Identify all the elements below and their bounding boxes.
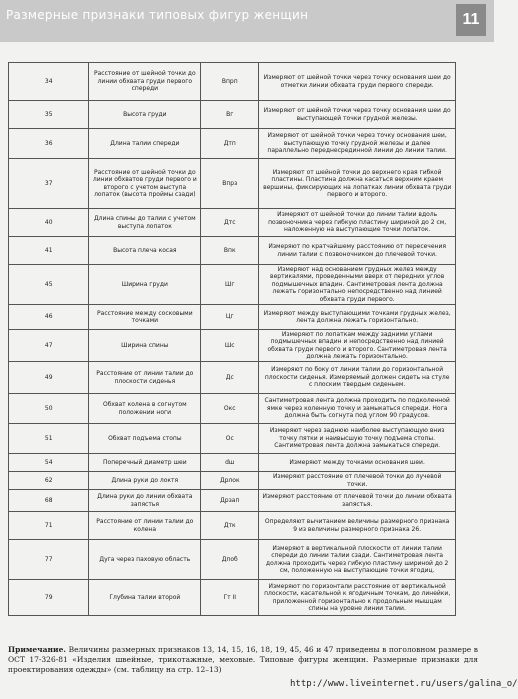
row-symbol: Впк bbox=[201, 237, 259, 265]
row-number: 35 bbox=[9, 101, 89, 129]
row-symbol: Дтс bbox=[201, 209, 259, 237]
row-symbol: Дпоб bbox=[201, 540, 259, 580]
row-number: 36 bbox=[9, 129, 89, 159]
row-description: Измеряют по горизонтали расстояние от вертикальной плоскости, касательной к ягодичным точкам, до линейки, приложенной горизонтально к продольным мышцам спины на уровне линии талии. bbox=[259, 580, 456, 616]
row-number: 34 bbox=[9, 63, 89, 101]
source-url: http://www.liveinternet.ru/users/galina_o/ bbox=[290, 679, 518, 689]
row-description: Измеряют от шейной точки через точку основания шеи до отметки линии обхвата груди первого спереди. bbox=[259, 63, 456, 101]
row-symbol: Дтп bbox=[201, 129, 259, 159]
row-description: Измеряют над основанием грудных желез между вертикалями, проведенными вверх от передних углов подмышечных впадин. Сантиметровая лента должна лежать горизонтально непосредственно над линией обхвата груди первого. bbox=[259, 265, 456, 305]
table-row bbox=[9, 490, 456, 512]
row-description: Определяют вычитанием величины размерного признака 9 из величины размерного признака 26. bbox=[259, 512, 456, 540]
table-row bbox=[9, 580, 456, 616]
row-number: 51 bbox=[9, 424, 89, 454]
row-number: 79 bbox=[9, 580, 89, 616]
row-name: Расстояние от линии талии до плоскости сиденья bbox=[89, 362, 201, 394]
row-symbol: Ос bbox=[201, 424, 259, 454]
row-number: 50 bbox=[9, 394, 89, 424]
row-description: Измеряют расстояние от плечевой точки до лучевой точки. bbox=[259, 472, 456, 490]
row-name: Длина руки до локтя bbox=[89, 472, 201, 490]
row-number: 77 bbox=[9, 540, 89, 580]
row-number: 71 bbox=[9, 512, 89, 540]
table-row bbox=[9, 394, 456, 424]
row-name: Расстояние от шейной точки до линии обхвата груди первого спереди bbox=[89, 63, 201, 101]
footnote-label: Примечание. bbox=[8, 645, 66, 654]
page-title: Размерные признаки типовых фигур женщин bbox=[6, 8, 309, 22]
row-name: Расстояние между сосковыми точками bbox=[89, 305, 201, 330]
table-row bbox=[9, 362, 456, 394]
row-number: 40 bbox=[9, 209, 89, 237]
row-symbol: Окс bbox=[201, 394, 259, 424]
row-name: Расстояние от линии талии до колена bbox=[89, 512, 201, 540]
row-name: Поперечный диаметр шеи bbox=[89, 454, 201, 472]
footnote bbox=[8, 645, 478, 675]
row-symbol: Шг bbox=[201, 265, 259, 305]
row-description: Измеряют в вертикальной плоскости от линии талии спереди до линии талии сзади. Сантиметровая лента должна проходить через гибкую пластину шириной до 2 см, положенную на выступающие точки ягодиц. bbox=[259, 540, 456, 580]
row-name: Глубина талии второй bbox=[89, 580, 201, 616]
row-description: Измеряют расстояние от плечевой точки до линии обхвата запястья. bbox=[259, 490, 456, 512]
row-description: Измеряют между выступающими точками грудных желез, лента должна лежать горизонтально. bbox=[259, 305, 456, 330]
table-row bbox=[9, 265, 456, 305]
row-symbol: Цг bbox=[201, 305, 259, 330]
footnote-text: Величины размерных признаков 13, 14, 15, 16, 18, 19, 45, 46 и 47 приведены в поголовном размере в ОСТ 17-326-81 «Изделия швейные, трикотажные, меховые. Типовые фигуры женщин. Размерные признаки для проектирования одежды» (см. таблицу на стр. 12–13) bbox=[8, 645, 478, 675]
table-row bbox=[9, 129, 456, 159]
table-row bbox=[9, 101, 456, 129]
row-description: Измеряют от шейной точки до линии талии вдоль позвоночника через гибкую пластину шириной до 2 см, наложенную на выступающие точки лопаток. bbox=[259, 209, 456, 237]
row-name: Высота плеча косая bbox=[89, 237, 201, 265]
table-row bbox=[9, 209, 456, 237]
row-symbol: dш bbox=[201, 454, 259, 472]
row-number: 54 bbox=[9, 454, 89, 472]
row-name: Длина талии спереди bbox=[89, 129, 201, 159]
row-description: Сантиметровая лента должна проходить по подколенной ямке через коленную точку и замыкаться спереди. Нога должна быть согнута под углом 90 градусов. bbox=[259, 394, 456, 424]
table-row bbox=[9, 237, 456, 265]
row-name: Ширина груди bbox=[89, 265, 201, 305]
row-name: Обхват колена в согнутом положении ноги bbox=[89, 394, 201, 424]
row-description: Измеряют между точками основания шеи. bbox=[259, 454, 456, 472]
row-symbol: Гт II bbox=[201, 580, 259, 616]
row-number: 62 bbox=[9, 472, 89, 490]
row-name: Ширина спины bbox=[89, 330, 201, 362]
table-row bbox=[9, 159, 456, 209]
row-symbol: Дрлок bbox=[201, 472, 259, 490]
table-row bbox=[9, 472, 456, 490]
table-row bbox=[9, 305, 456, 330]
table-row bbox=[9, 540, 456, 580]
row-symbol: Шс bbox=[201, 330, 259, 362]
measurements-table bbox=[8, 62, 456, 616]
table-row bbox=[9, 512, 456, 540]
row-name: Длина спины до талии с учетом выступа лопаток bbox=[89, 209, 201, 237]
page-header bbox=[0, 0, 494, 42]
table-row bbox=[9, 454, 456, 472]
row-symbol: Впрп bbox=[201, 63, 259, 101]
row-description: Измеряют по лопаткам между задними углами подмышечных впадин и непосредственно над линией обхвата груди первого и второго. Сантиметровая лента должна лежать горизонтально. bbox=[259, 330, 456, 362]
row-number: 41 bbox=[9, 237, 89, 265]
row-number: 47 bbox=[9, 330, 89, 362]
page-number: 11 bbox=[456, 4, 486, 36]
row-number: 37 bbox=[9, 159, 89, 209]
row-symbol: Вг bbox=[201, 101, 259, 129]
row-name: Длина руки до линии обхвата запястья bbox=[89, 490, 201, 512]
row-number: 45 bbox=[9, 265, 89, 305]
row-number: 46 bbox=[9, 305, 89, 330]
row-description: Измеряют через заднюю наиболее выступающую вниз точку пятки и наивысшую точку подъема стопы. Сантиметровая лента должна замыкаться спереди. bbox=[259, 424, 456, 454]
row-description: Измеряют от шейной точки через точку основания шеи до выступающей точки грудной железы. bbox=[259, 101, 456, 129]
row-name: Расстояние от шейной точки до линии обхватов груди первого и второго с учетом выступа лопаток (высота проймы сзади) bbox=[89, 159, 201, 209]
row-symbol: Впрз bbox=[201, 159, 259, 209]
row-number: 68 bbox=[9, 490, 89, 512]
row-name: Высота груди bbox=[89, 101, 201, 129]
row-description: Измеряют от шейной точки до верхнего края гибкой пластины. Пластина должна касаться верхним краем вершины, фиксирующих на лопатках линии обхвата груди первого и второго. bbox=[259, 159, 456, 209]
row-symbol: Дрзап bbox=[201, 490, 259, 512]
row-name: Дуга через паховую область bbox=[89, 540, 201, 580]
table-row bbox=[9, 424, 456, 454]
row-symbol: Дтк bbox=[201, 512, 259, 540]
row-name: Обхват подъема стопы bbox=[89, 424, 201, 454]
row-description: Измеряют от шейной точки через точку основания шеи, выступающую точку грудной железы и далее параллельно переднесрединной линии до линии талии. bbox=[259, 129, 456, 159]
table-row bbox=[9, 63, 456, 101]
row-symbol: Дс bbox=[201, 362, 259, 394]
row-number: 49 bbox=[9, 362, 89, 394]
row-description: Измеряют по кратчайшему расстоянию от пересечения линии талии с позвоночником до плечевой точки. bbox=[259, 237, 456, 265]
row-description: Измеряют по боку от линии талии до горизонтальной плоскости сиденья. Измеряемый должен сидеть на стуле с плоским твердым сиденьем. bbox=[259, 362, 456, 394]
table-row bbox=[9, 330, 456, 362]
